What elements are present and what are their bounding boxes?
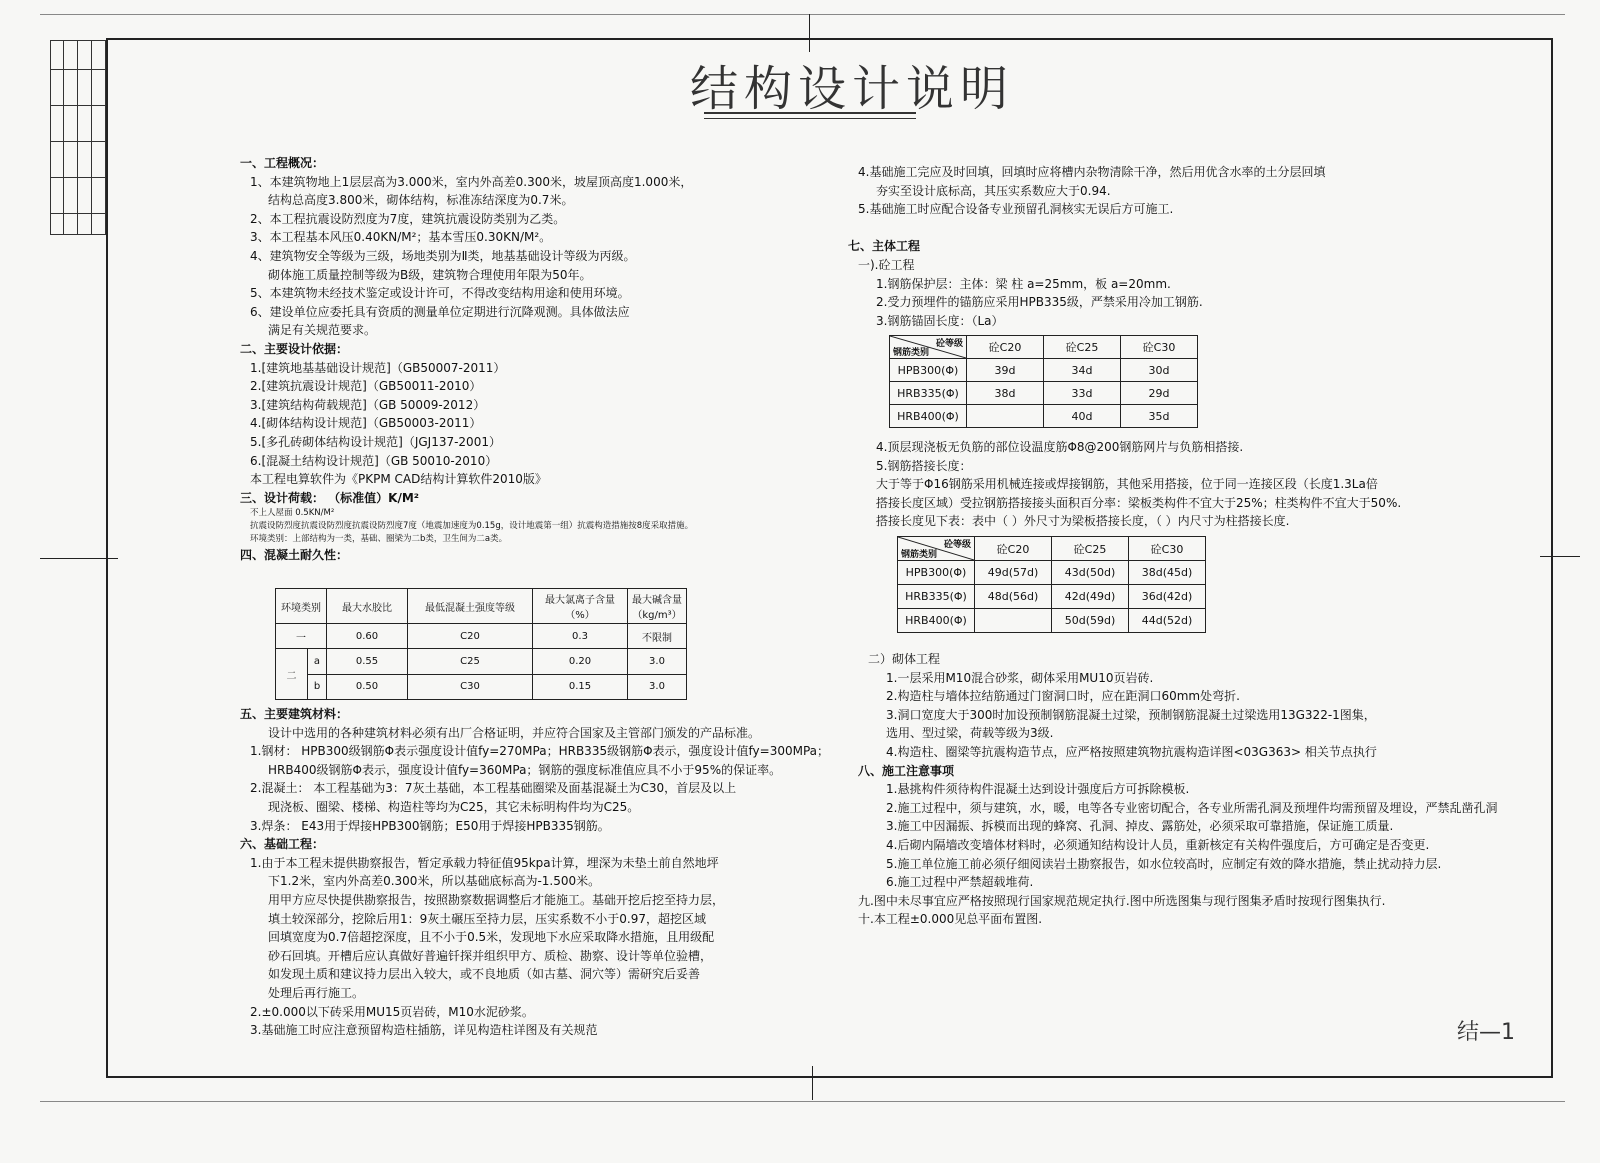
text-line: 4.后砌内隔墙改变墙体材料时，必须通知结构设计人员，重新核定有关构件强度后，方可确定是否变更. [886, 837, 1430, 852]
text-line: 下1.2米，室内外高差0.300米，所以基础底标高为-1.500米。 [268, 874, 601, 889]
text-line: 2.受力预埋件的锚筋应采用HPB335级，严禁采用冷加工钢筋. [876, 295, 1203, 310]
text-line: 如发现土质和建议持力层出入较大，或不良地质（如古墓、洞穴等）需研究后妥善 [268, 967, 701, 982]
text-line: 抗震设防烈度抗震设防烈度抗震设防烈度7度（地震加速度为0.15g，设计地震第一组）抗震构造措施按8度采取措施。 [250, 521, 694, 532]
table-cell: HPB300(Φ) [898, 561, 975, 585]
table-cell: HRB400(Φ) [890, 405, 967, 428]
text-line: 1.由于本工程未提供勘察报告，暂定承载力特征值95kpa计算，埋深为未垫土前自然地坪 [250, 855, 719, 870]
text-line: 3.钢筋锚固长度：（La） [876, 313, 1004, 328]
text-line: 搭接长度区域）受拉钢筋搭接接头面积百分率：梁板类构件不宜大于25%；柱类构件不宜大于50%. [876, 495, 1402, 510]
text-line: 处理后再行施工。 [268, 985, 365, 1000]
table-cell: 38d [967, 382, 1044, 405]
table-cell: 0.20 [533, 649, 628, 675]
text-line: HRB400级钢筋Φ表示，强度设计值fy=360MPa；钢筋的强度标准值应具不小于95%的保证率。 [268, 762, 782, 777]
text-line: 1.一层采用M10混合砂浆，砌体采用MU10页岩砖. [886, 670, 1154, 685]
text-line: 5.基础施工时应配合设备专业预留孔洞核实无误后方可施工. [858, 202, 1174, 217]
table-header: 最大水胶比 [327, 589, 408, 624]
table-cell: 3.0 [628, 674, 687, 700]
text-line: 2.±0.000以下砖采用MU15页岩砖，M10水泥砂浆。 [250, 1004, 534, 1019]
table-cell: 50d(59d) [1052, 609, 1129, 633]
right-center-tick [1540, 556, 1580, 557]
table-cell: 0.60 [327, 624, 408, 649]
table-cell: 3.0 [628, 649, 687, 675]
text-line: 一).砼工程 [858, 257, 915, 272]
table-cell: 36d(42d) [1129, 585, 1206, 609]
table-header: 砼C25 [1044, 336, 1121, 359]
text-line: 选用、型过梁，荷载等级为3级. [886, 726, 1054, 741]
table-cell: 0.55 [327, 649, 408, 675]
text-line: 五、主要建筑材料： [240, 707, 349, 721]
table-cell: C20 [408, 624, 533, 649]
table-header: 环境类别 [276, 589, 327, 624]
table-cell: 不限制 [628, 624, 687, 649]
text-line: 九.图中未尽事宜应严格按照现行国家规范规定执行.图中所选图集与现行图集矛盾时按现行图集执行. [858, 893, 1386, 908]
table-cell: 30d [1121, 359, 1198, 382]
table-header: 砼C30 [1129, 537, 1206, 561]
table-cell: 0.15 [533, 674, 628, 700]
text-line: 四、混凝土耐久性： [240, 548, 349, 563]
table-cell: 二 a b [276, 649, 327, 700]
text-line: 十.本工程±0.000见总平面布置图. [858, 912, 1043, 927]
table-cell: 48d(56d) [975, 585, 1052, 609]
text-line: 5、本建筑物未经技术鉴定或设计许可，不得改变结构用途和使用环境。 [250, 286, 630, 301]
table-cell: 43d(50d) [1052, 561, 1129, 585]
table-cell: 40d [1044, 405, 1121, 428]
table-cell: 49d(57d) [975, 561, 1052, 585]
text-line: 6、建设单位应委托具有资质的测量单位定期进行沉降观测。具体做法应 [250, 304, 630, 319]
text-line: 三、设计荷载： （标准值）K/M² [240, 490, 420, 505]
text-line: 2.混凝土： 本工程基础为3：7灰土基础，本工程基础圈梁及面基混凝土为C30，首层及以上 [250, 781, 737, 796]
text-line: 1、本建筑物地上1层层高为3.000米，室内外高差0.300米，坡屋顶高度1.000米， [250, 174, 693, 189]
table-header: 砼C20 [967, 336, 1044, 359]
text-line: 3.[建筑结构荷载规范]（GB 50009-2012） [250, 397, 486, 412]
text-line: 设计中选用的各种建筑材料必须有出厂合格证明，并应符合国家及主管部门颁发的产品标准。 [268, 725, 761, 740]
bottom-center-tick [812, 1066, 813, 1100]
right-column [848, 163, 1408, 330]
table-cell: HPB300(Φ) [890, 359, 967, 382]
text-line: 一、工程概况： [240, 156, 325, 170]
text-line: 5.[多孔砖砌体结构设计规范]（JGJ137-2001） [250, 434, 501, 449]
left-center-tick [40, 558, 118, 559]
table-cell: 42d(49d) [1052, 585, 1129, 609]
table-cell: C25 [408, 649, 533, 675]
table-cell [967, 405, 1044, 428]
text-line: 七、主体工程 [848, 239, 921, 254]
table-cell: HRB400(Φ) [898, 609, 975, 633]
text-line: 结构总高度3.800米，砌体结构，标准冻结深度为0.7米。 [268, 193, 574, 208]
text-line: 5.施工单位施工前必须仔细阅读岩土勘察报告，如水位较高时，应制定有效的降水措施，禁止扰动持力层. [886, 856, 1442, 871]
table-cell: 0.50 [327, 674, 408, 700]
table-header: 砼C20 [975, 537, 1052, 561]
text-line: 6.[混凝土结构设计规范]（GB 50010-2010） [250, 453, 498, 468]
table-header: 最低混凝土强度等级 [408, 589, 533, 624]
text-line: 本工程电算软件为《PKPM CAD结构计算软件2010版》 [250, 472, 547, 487]
text-line: 六、基础工程： [240, 837, 325, 852]
anchorage-length-table [889, 335, 1198, 428]
table-cell: 44d(52d) [1129, 609, 1206, 633]
table-cell: C30 [408, 674, 533, 700]
text-line: 大于等于Φ16钢筋采用机械连接或焊接钢筋，其他采用搭接，位于同一连接区段（长度1.3La倍 [876, 477, 1378, 492]
left-column-materials [240, 705, 830, 1040]
text-line: 3、本工程基本风压0.40KN/M²；基本雪压0.30KN/M²。 [250, 230, 552, 245]
text-line: 八、施工注意事项 [858, 763, 955, 778]
table-header: 砼C25 [1052, 537, 1129, 561]
text-line: 3.基础施工时应注意预留构造柱插筋，详见构造柱详图及有关规范 [250, 1023, 598, 1038]
text-line: 砂石回填。开槽后应认真做好普遍钎探并组织甲方、质检、勘察、设计等单位验槽， [268, 948, 713, 963]
text-line: 1.钢材： HPB300级钢筋Φ表示强度设计值fy=270MPa；HRB335级钢筋Φ表示，强度设计值fy=300MPa； [250, 744, 830, 759]
table-corner-cell: 砼等级 钢筋类别 [890, 336, 967, 359]
lap-length-table [897, 536, 1206, 633]
text-line: 砌体施工质量控制等级为B级，建筑物合理使用年限为50年。 [268, 267, 592, 282]
table-cell: 一 [276, 624, 327, 649]
text-line: 2、本工程抗震设防烈度为7度，建筑抗震设防类别为乙类。 [250, 211, 566, 226]
table-header: 最大氯离子含量（%） [533, 589, 628, 624]
text-line: 二、主要设计依据： [240, 341, 349, 356]
text-line: 2.构造柱与墙体拉结筋通过门窗洞口时，应在距洞口60mm处弯折. [886, 689, 1240, 704]
text-line: 4.基础施工完应及时回填，回填时应将槽内杂物清除干净，然后用优含水率的土分层回填 [858, 165, 1326, 179]
text-line: 用甲方应尽快提供勘察报告，按照勘察数据调整后才能施工。基础开挖后挖至持力层， [268, 892, 725, 907]
binding-strip [50, 40, 106, 235]
text-line: 2.施工过程中，须与建筑，水，暖，电等各专业密切配合，各专业所需孔洞及预埋件均需预留及埋设，严禁乱凿孔洞 [886, 800, 1498, 815]
text-line [848, 219, 1408, 238]
text-line: 夯实至设计底标高，其压实系数应大于0.94. [876, 183, 1111, 198]
sheet-number: 结—1 [1457, 1020, 1515, 1045]
text-line: 6.施工过程中严禁超载堆荷. [886, 875, 1034, 890]
table-header: 砼C30 [1121, 336, 1198, 359]
left-column [240, 154, 760, 565]
text-line: 4.[砌体结构设计规范]（GB50003-2011） [250, 416, 482, 431]
title-underline [704, 112, 916, 119]
text-line: 环境类别：上部结构为一类，基础、圈梁为二b类，卫生间为二a类。 [250, 534, 508, 545]
text-line: 5.钢筋搭接长度： [876, 458, 972, 473]
text-line: 3.洞口宽度大于300时加设预制钢筋混凝土过梁，预制钢筋混凝土过梁选用13G322-1图集， [886, 707, 1376, 722]
top-center-tick [809, 14, 810, 52]
text-line: 不上人屋面 0.5KN/M² [250, 508, 335, 519]
table-cell: HRB335(Φ) [890, 382, 967, 405]
text-line: 4、建筑物安全等级为三级，场地类别为Ⅱ类，地基基础设计等级为丙级。 [250, 248, 636, 263]
text-line: 填土较深部分，挖除后用1：9灰土碾压至持力层，压实系数不小于0.97，超挖区域 [268, 911, 706, 926]
table-cell: 33d [1044, 382, 1121, 405]
right-column-lap [848, 438, 1408, 531]
table-cell: 0.3 [533, 624, 628, 649]
table-corner-cell: 砼等级 钢筋类别 [898, 537, 975, 561]
page-title: 结构设计说明 [690, 61, 1015, 117]
table-cell [975, 609, 1052, 633]
text-line: 二）砌体工程 [868, 652, 941, 666]
text-line: 2.[建筑抗震设计规范]（GB50011-2010） [250, 379, 482, 394]
right-column-masonry [858, 650, 1498, 929]
text-line: 搭接长度见下表：表中（ ）外尺寸为梁板搭接长度，（ ）内尺寸为柱搭接长度. [876, 514, 1290, 529]
table-cell: 39d [967, 359, 1044, 382]
table-cell: 34d [1044, 359, 1121, 382]
text-line: 4.构造柱、圈梁等抗震构造节点，应严格按照建筑物抗震构造详图<03G363> 相关节点执行 [886, 744, 1377, 759]
text-line: 1.[建筑地基基础设计规范]（GB50007-2011） [250, 360, 506, 375]
table-cell: 35d [1121, 405, 1198, 428]
durability-table [275, 588, 687, 700]
text-line: 1.钢筋保护层：主体：梁 柱 a=25mm，板 a=20mm. [876, 276, 1171, 291]
text-line: 3.施工中因漏振、拆模而出现的蜂窝、孔洞、掉皮、露筋处，必须采取可靠措施，保证施工质量. [886, 819, 1394, 834]
table-header: 最大碱含量（kg/m³） [628, 589, 687, 624]
text-line: 1.悬挑构件须待构件混凝土达到设计强度后方可拆除模板. [886, 782, 1190, 797]
text-line: 满足有关规范要求。 [268, 323, 377, 338]
table-cell: 29d [1121, 382, 1198, 405]
table-cell: 38d(45d) [1129, 561, 1206, 585]
text-line: 4.顶层现浇板无负筋的部位设温度筋Φ8@200钢筋网片与负筋相搭接. [876, 440, 1244, 454]
text-line: 现浇板、圈梁、楼梯、构造柱等均为C25，其它未标明构件均为C25。 [268, 799, 640, 814]
text-line: 3.焊条： E43用于焊接HPB300钢筋；E50用于焊接HPB335钢筋。 [250, 818, 610, 833]
table-cell: HRB335(Φ) [898, 585, 975, 609]
text-line: 回填宽度为0.7倍超挖深度，且不小于0.5米，发现地下水应采取降水措施，且用级配 [268, 930, 715, 945]
